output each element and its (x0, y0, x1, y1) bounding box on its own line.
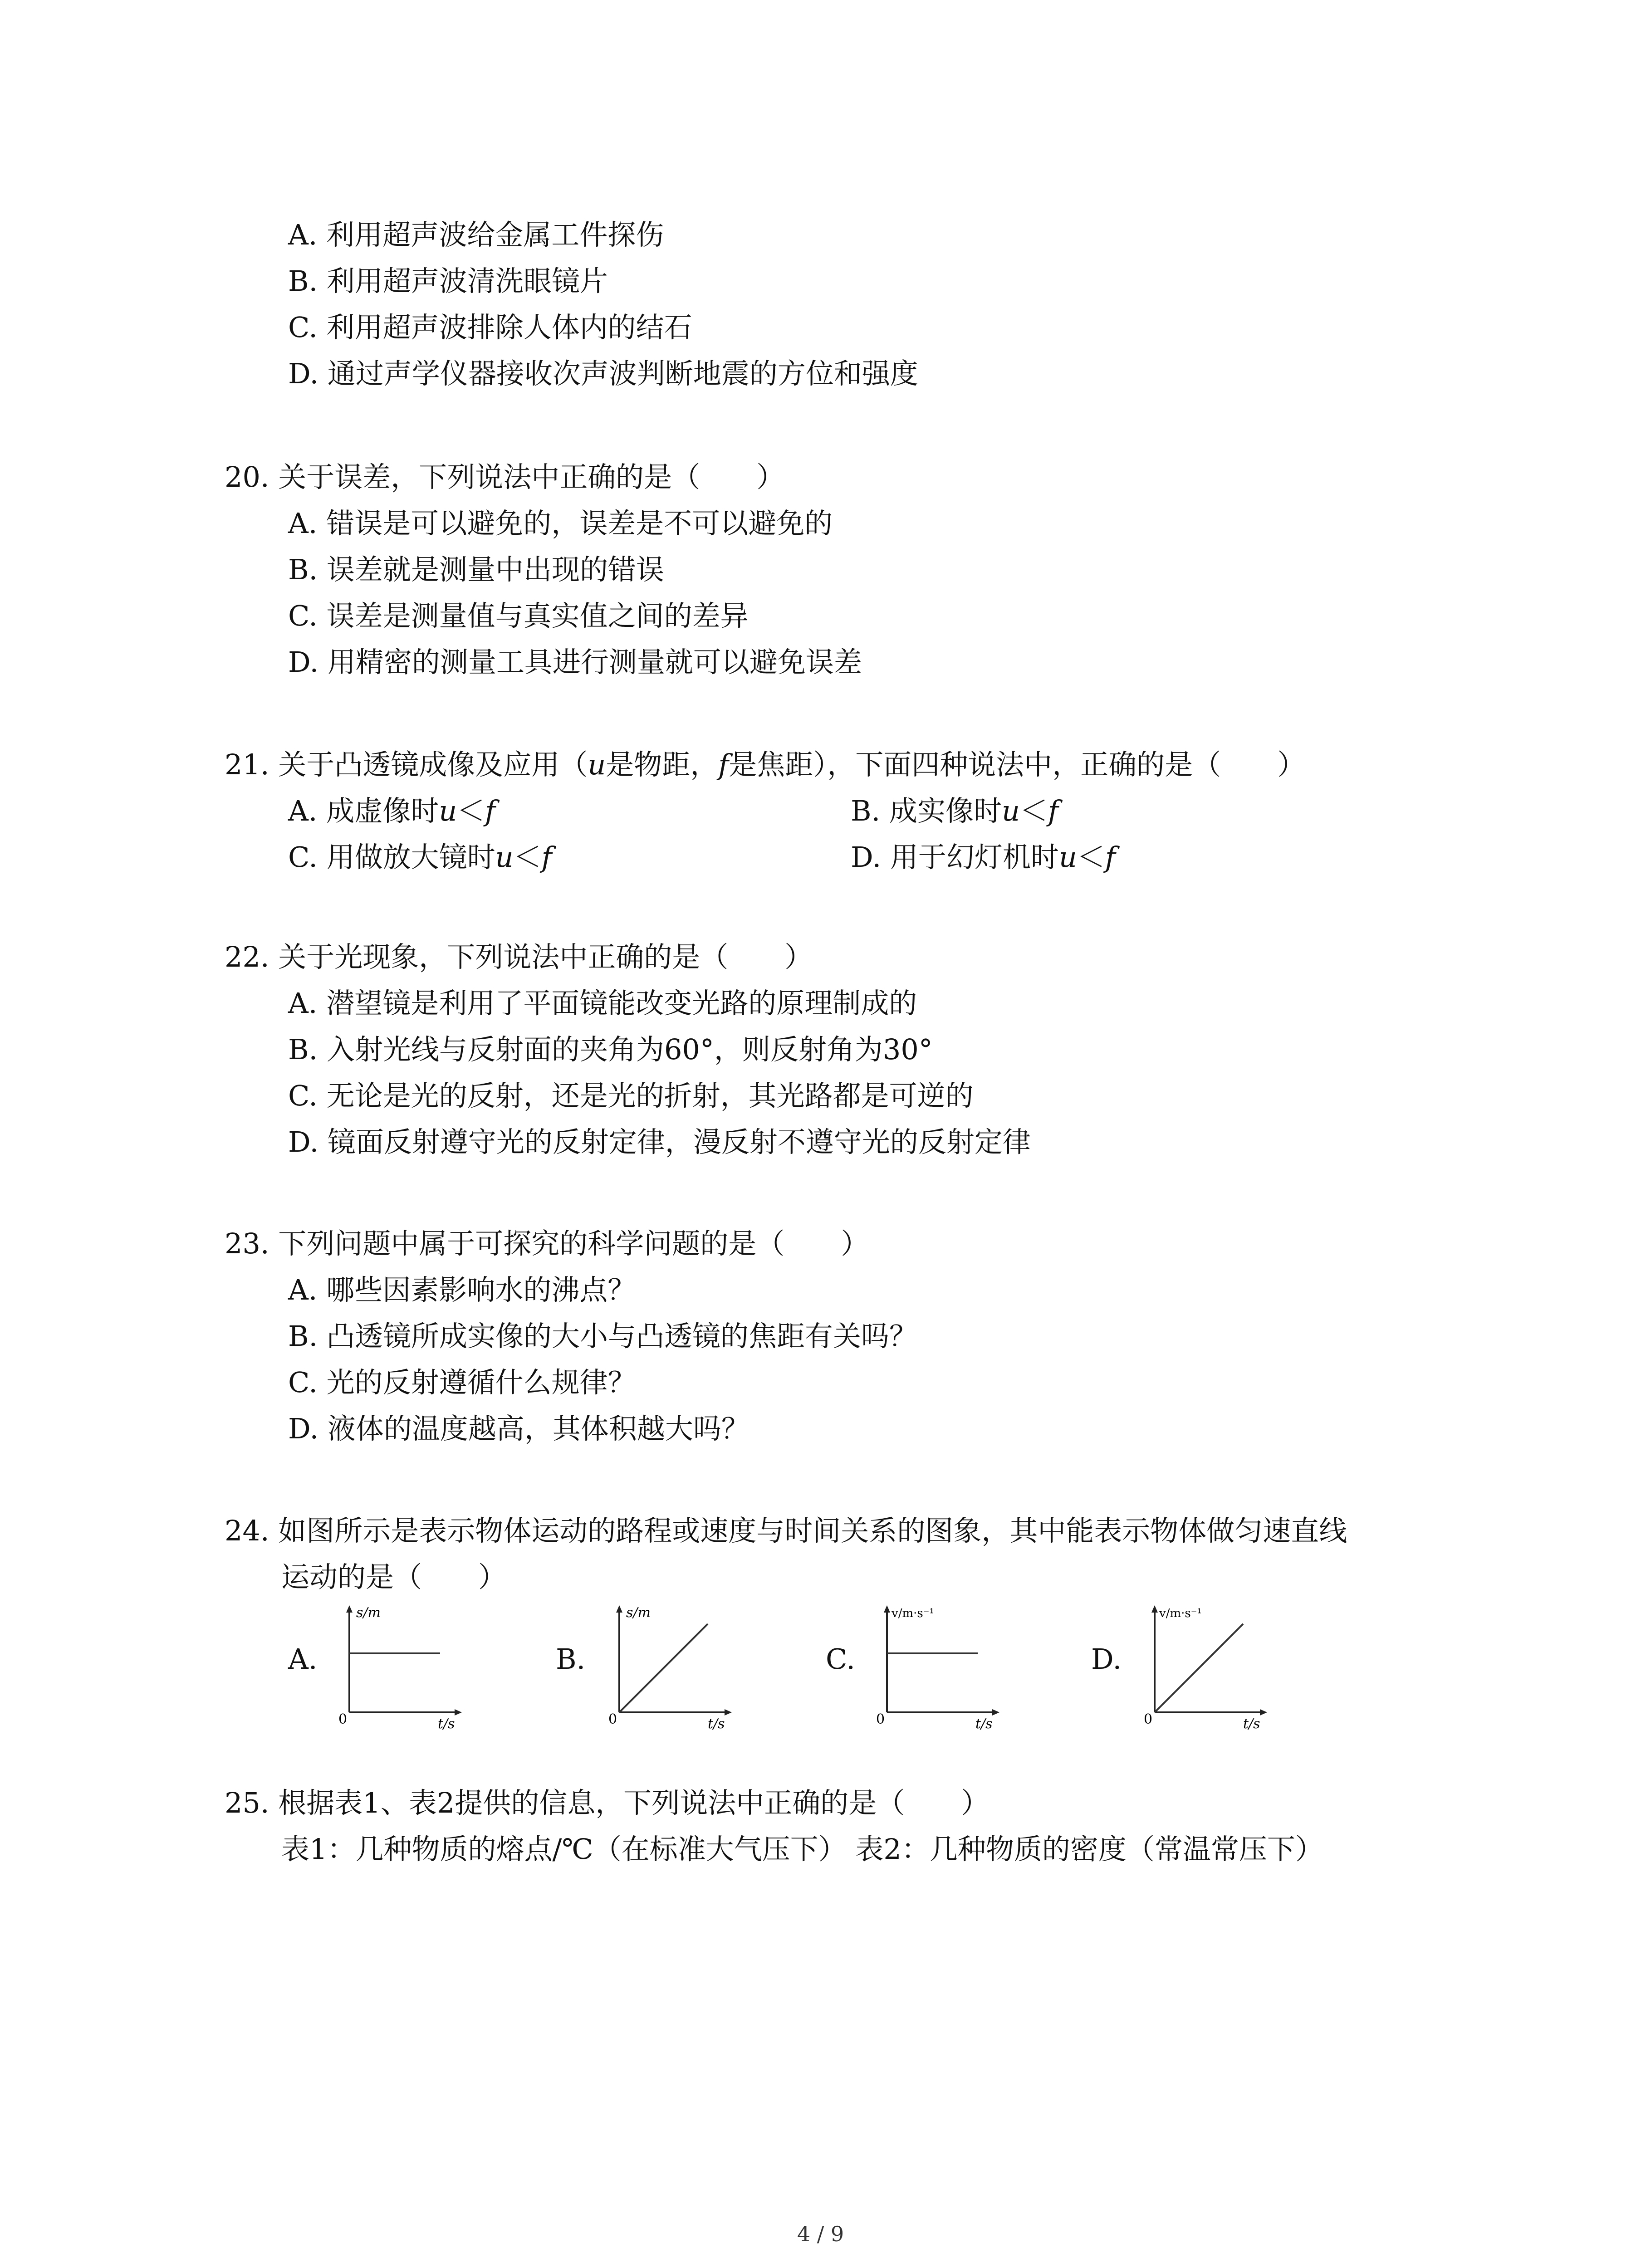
q21-option-c-f: f (541, 841, 552, 874)
q20-option-d: D. 用精密的测量工具进行测量就可以避免误差 (288, 645, 862, 679)
q21-option-a-text: A. 成虚像时 (288, 794, 439, 827)
q25-stem: 25. 根据表1、表2提供的信息，下列说法中正确的是（ ） (225, 1786, 989, 1819)
q24-graph-d-xlabel: t/s (1243, 1716, 1260, 1730)
q20-option-b: B. 误差就是测量中出现的错误 (288, 553, 664, 586)
q21-option-a-rel: ＜ (457, 794, 485, 827)
q23-option-c: C. 光的反射遵循什么规律？ (288, 1366, 636, 1399)
q24-graph-c-ylabel: v/m·s⁻¹ (892, 1607, 934, 1620)
page-number: 4 / 9 (797, 2222, 844, 2246)
q24-graph-a-x-arrow (455, 1709, 462, 1716)
q20-option-c: C. 误差是测量值与真实值之间的差异 (288, 599, 749, 632)
q21-option-b-u: u (1001, 794, 1020, 827)
q21-option-c (288, 839, 552, 875)
q21-stem-f: f (718, 748, 729, 781)
q23-option-d: D. 液体的温度越高，其体积越大吗？ (288, 1412, 749, 1445)
q21-stem-u: u (588, 748, 606, 781)
q24-graph-d-curve (1155, 1624, 1243, 1712)
q24-graph-d-y-arrow (1151, 1605, 1158, 1613)
q19-option-a: A. 利用超声波给金属工件探伤 (288, 218, 664, 251)
q24-graph-a (336, 1603, 472, 1730)
q21-option-d-text: D. 用于幻灯机时 (851, 841, 1059, 874)
q24-graph-b-label: B. (556, 1642, 586, 1676)
q21-stem (225, 747, 1305, 783)
q21-option-b (851, 793, 1058, 829)
q24-graph-c-label: C. (826, 1642, 855, 1676)
q24-stem-line2: 运动的是（ ） (281, 1560, 507, 1593)
q24-graph-c-xlabel: t/s (975, 1716, 993, 1730)
q22-option-c: C. 无论是光的反射，还是光的折射，其光路都是可逆的 (288, 1079, 974, 1112)
q19-option-b: B. 利用超声波清洗眼镜片 (288, 264, 608, 298)
q24-graph-d-ylabel: v/m·s⁻¹ (1159, 1607, 1202, 1620)
q24-graph-b-origin: 0 (608, 1711, 617, 1727)
q24-stem-line1: 24. 如图所示是表示物体运动的路程或速度与时间关系的图象，其中能表示物体做匀速直线 (225, 1514, 1347, 1547)
q20-stem: 20. 关于误差，下列说法中正确的是（ ） (225, 460, 785, 494)
q24-graph-a-label: A. (288, 1642, 318, 1676)
q21-option-c-rel: ＜ (513, 841, 542, 874)
q21-option-d (851, 839, 1116, 875)
q24-graph-b-x-arrow (725, 1709, 732, 1716)
q24-graph-a-ylabel: s/m (356, 1605, 381, 1621)
q24-graph-a-y-arrow (346, 1605, 353, 1613)
q21-option-d-rel: ＜ (1077, 841, 1105, 874)
q19-option-c: C. 利用超声波排除人体内的结石 (288, 311, 692, 344)
q21-option-b-f: f (1048, 794, 1058, 827)
q22-option-d: D. 镜面反射遵守光的反射定律，漫反射不遵守光的反射定律 (288, 1125, 1031, 1158)
q21-option-d-f: f (1105, 841, 1116, 874)
q21-option-c-text: C. 用做放大镜时 (288, 841, 495, 874)
q25-tables-caption: 表1：几种物质的熔点/℃（在标准大气压下） 表2：几种物质的密度（常温常压下） (281, 1833, 1323, 1866)
q21-option-d-u: u (1058, 841, 1077, 874)
q24-graph-c (873, 1603, 1009, 1730)
q22-stem: 22. 关于光现象，下列说法中正确的是（ ） (225, 940, 813, 973)
q24-graph-b-ylabel: s/m (626, 1605, 651, 1621)
q21-stem-part-b: 是物距， (606, 748, 719, 781)
q21-stem-part-a: 21. 关于凸透镜成像及应用（ (225, 748, 588, 781)
q24-graph-d-x-arrow (1260, 1709, 1267, 1716)
q21-option-b-text: B. 成实像时 (851, 794, 1002, 827)
q23-option-a: A. 哪些因素影响水的沸点？ (288, 1273, 636, 1306)
q21-option-b-rel: ＜ (1019, 794, 1048, 827)
q24-graph-a-origin: 0 (338, 1711, 348, 1727)
q24-graph-b-curve (619, 1624, 708, 1712)
q24-graph-c-x-arrow (992, 1709, 999, 1716)
q24-graph-d-origin: 0 (1144, 1711, 1153, 1727)
q20-option-a: A. 错误是可以避免的，误差是不可以避免的 (288, 507, 833, 540)
q22-option-a: A. 潜望镜是利用了平面镜能改变光路的原理制成的 (288, 987, 917, 1020)
q19-option-d: D. 通过声学仪器接收次声波判断地震的方位和强度 (288, 357, 918, 390)
q24-graph-c-origin: 0 (876, 1711, 885, 1727)
q24-graph-d-label: D. (1091, 1642, 1122, 1676)
q24-graph-b-y-arrow (616, 1605, 622, 1613)
q23-stem: 23. 下列问题中属于可探究的科学问题的是（ ） (225, 1227, 869, 1260)
q23-option-b: B. 凸透镜所成实像的大小与凸透镜的焦距有关吗？ (288, 1320, 917, 1353)
q21-option-a-f: f (485, 794, 496, 827)
q24-graph-c-y-arrow (884, 1605, 890, 1613)
q21-option-a (288, 793, 495, 829)
q24-graph-b (606, 1603, 742, 1730)
q24-graph-a-xlabel: t/s (438, 1716, 455, 1730)
q21-stem-part-c: 是焦距），下面四种说法中，正确的是（ ） (729, 748, 1306, 781)
q21-option-c-u: u (495, 841, 514, 874)
q21-option-a-u: u (439, 794, 457, 827)
q22-option-b: B. 入射光线与反射面的夹角为60°，则反射角为30° (288, 1033, 933, 1066)
q24-graph-d (1141, 1603, 1277, 1730)
q24-graph-b-xlabel: t/s (708, 1716, 725, 1730)
